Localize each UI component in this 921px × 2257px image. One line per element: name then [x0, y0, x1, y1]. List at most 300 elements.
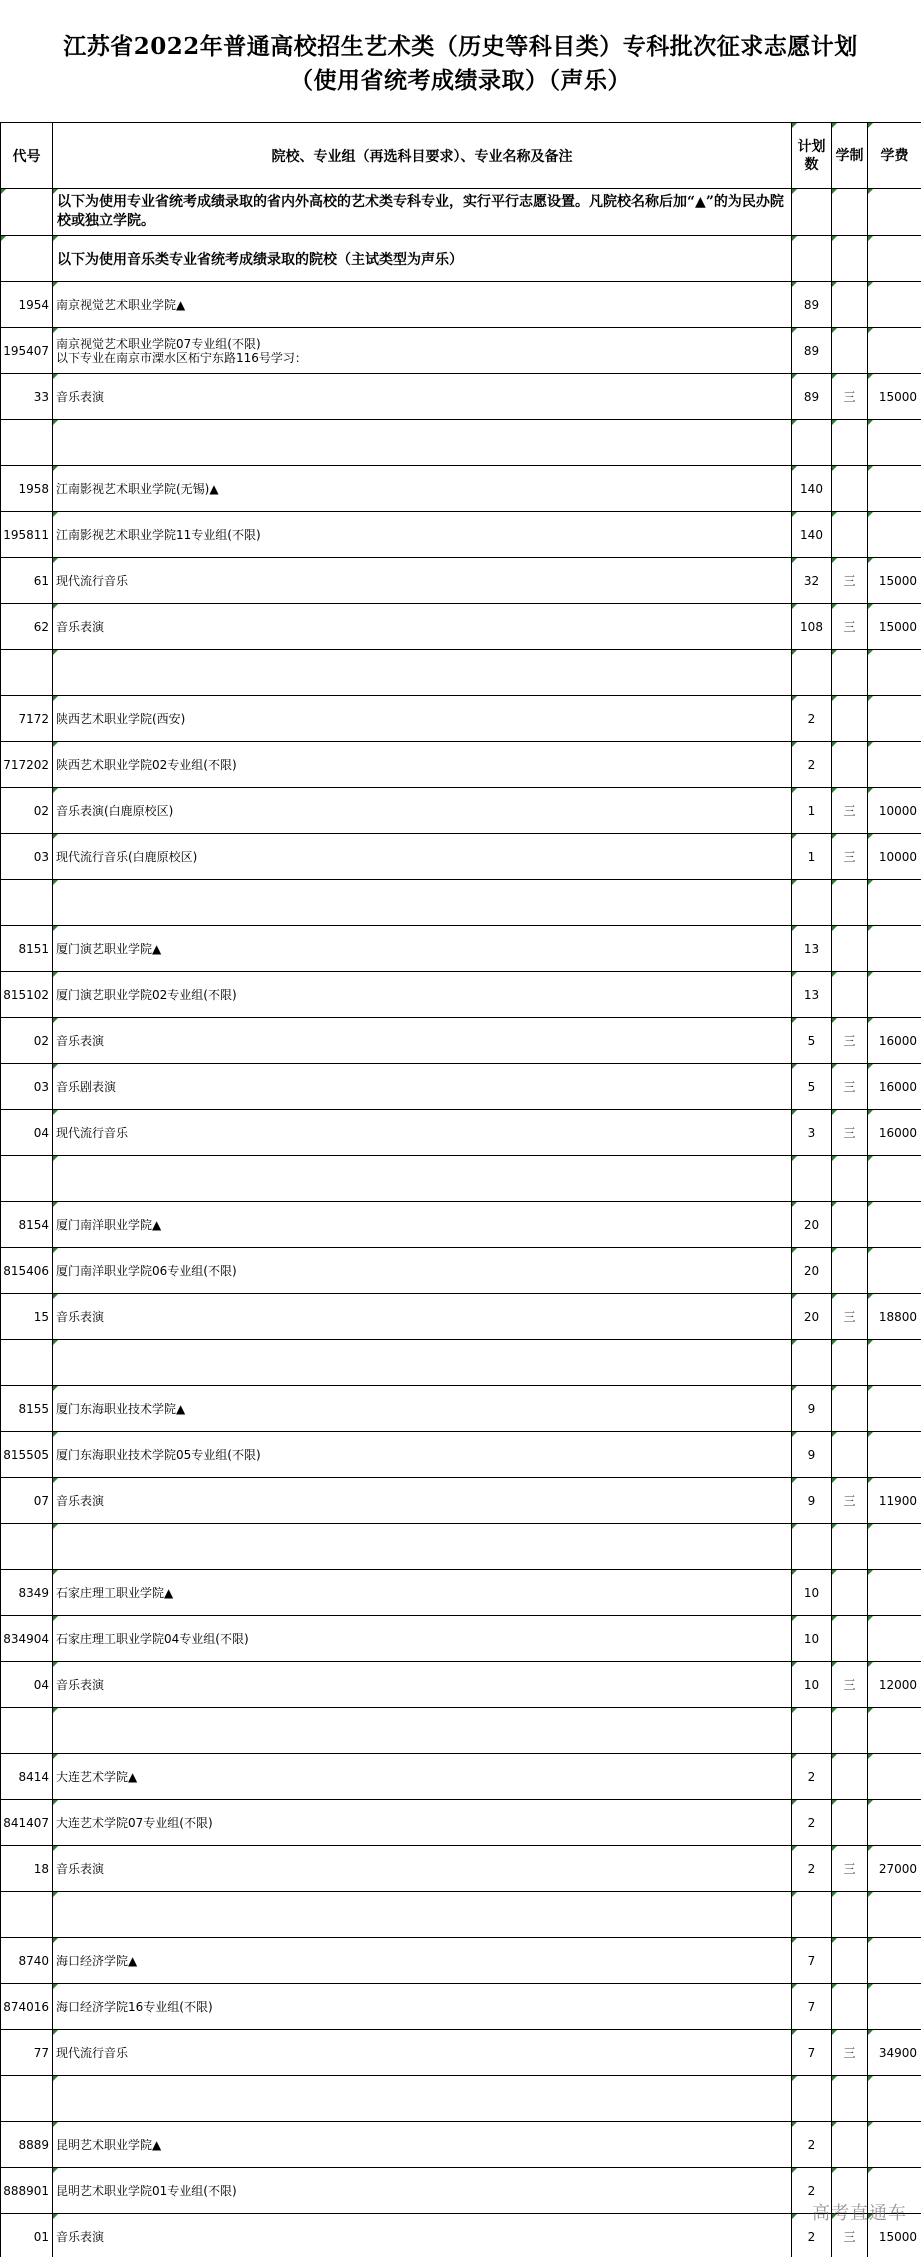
- fee-cell: [868, 1524, 921, 1570]
- name-cell: [53, 328, 792, 374]
- notice-code-cell: [1, 189, 53, 236]
- table-row: [1, 1754, 921, 1800]
- duration-cell: [832, 1616, 868, 1662]
- duration-cell: 三: [832, 558, 868, 604]
- name-text: 音乐表演: [56, 1861, 105, 1876]
- table-row: [1, 466, 921, 512]
- name-cell: [53, 1662, 792, 1708]
- plan-cell: 20: [792, 1202, 832, 1248]
- plan-cell: 2: [792, 696, 832, 742]
- duration-cell: 三: [832, 604, 868, 650]
- table-row: [1, 1662, 921, 1708]
- name-text: 厦门东海职业技术学院05专业组(不限): [56, 1447, 261, 1462]
- name-text: 南京视觉艺术职业学院07专业组(不限): [56, 336, 261, 351]
- fee-cell: 11900: [868, 1478, 921, 1524]
- table-row: [1, 880, 921, 926]
- table-row: [1, 604, 921, 650]
- notice-text: 以下为使用专业省统考成绩录取的省内外高校的艺术类专科专业，实行平行志愿设置。凡院校名称后加“▲”的为民办院校或独立学院。: [53, 189, 792, 236]
- plan-cell: 9: [792, 1478, 832, 1524]
- table-row: [1, 1892, 921, 1938]
- title-block: [0, 0, 921, 120]
- name-text: 音乐表演: [56, 1309, 105, 1324]
- name-text: 厦门东海职业技术学院▲: [56, 1401, 186, 1416]
- table-row: [1, 1616, 921, 1662]
- name-text: 石家庄理工职业学院▲: [56, 1585, 174, 1600]
- table-row: [1, 2030, 921, 2076]
- name-cell: [53, 742, 792, 788]
- fee-cell: [868, 1570, 921, 1616]
- code-cell: 815102: [1, 972, 53, 1018]
- duration-cell: [832, 926, 868, 972]
- name-cell: [53, 1708, 792, 1754]
- fee-cell: [868, 1386, 921, 1432]
- table-row: [1, 1478, 921, 1524]
- code-cell: [1, 2076, 53, 2122]
- plan-cell: 10: [792, 1616, 832, 1662]
- plan-cell: 1: [792, 834, 832, 880]
- name-cell: [53, 650, 792, 696]
- plan-cell: 10: [792, 1662, 832, 1708]
- name-text: 厦门南洋职业学院▲: [56, 1217, 162, 1232]
- duration-cell: [832, 972, 868, 1018]
- code-cell: 02: [1, 788, 53, 834]
- name-cell: [53, 2168, 792, 2214]
- code-cell: [1, 1340, 53, 1386]
- name-cell: [53, 2122, 792, 2168]
- name-cell: [53, 1202, 792, 1248]
- fee-cell: [868, 972, 921, 1018]
- duration-cell: [832, 742, 868, 788]
- duration-cell: [832, 1248, 868, 1294]
- code-cell: 7172: [1, 696, 53, 742]
- duration-cell: [832, 466, 868, 512]
- fee-cell: 10000: [868, 788, 921, 834]
- page-subtitle: （使用省统考成绩录取）（声乐）: [290, 67, 631, 94]
- table-row: [1, 1938, 921, 1984]
- name-cell: [53, 1386, 792, 1432]
- fee-cell: [868, 1248, 921, 1294]
- name-cell: [53, 788, 792, 834]
- plan-cell: 2: [792, 1846, 832, 1892]
- notice-plan-cell: [792, 189, 832, 236]
- table-row: [1, 1432, 921, 1478]
- header-row: [1, 123, 921, 189]
- header-duration: [832, 123, 868, 189]
- duration-cell: [832, 420, 868, 466]
- code-cell: 888901: [1, 2168, 53, 2214]
- code-cell: 07: [1, 1478, 53, 1524]
- code-cell: 04: [1, 1110, 53, 1156]
- plan-cell: 13: [792, 972, 832, 1018]
- plan-cell: 32: [792, 558, 832, 604]
- duration-cell: 三: [832, 1846, 868, 1892]
- fee-cell: [868, 1800, 921, 1846]
- plan-cell: [792, 1708, 832, 1754]
- table-row: [1, 1156, 921, 1202]
- subheading-plan-cell: [792, 236, 832, 282]
- duration-cell: 三: [832, 1294, 868, 1340]
- code-cell: 834904: [1, 1616, 53, 1662]
- plan-cell: [792, 880, 832, 926]
- header-plan-text: 计划数: [797, 138, 826, 173]
- duration-cell: [832, 1708, 868, 1754]
- code-cell: 62: [1, 604, 53, 650]
- table-row: [1, 2076, 921, 2122]
- plan-cell: 1: [792, 788, 832, 834]
- fee-cell: 18800: [868, 1294, 921, 1340]
- name-cell: [53, 1524, 792, 1570]
- table-row: [1, 1110, 921, 1156]
- name-text: 音乐表演: [56, 1033, 105, 1048]
- fee-cell: 15000: [868, 374, 921, 420]
- plan-cell: 9: [792, 1432, 832, 1478]
- duration-cell: [832, 282, 868, 328]
- plan-cell: 20: [792, 1294, 832, 1340]
- table-row: [1, 420, 921, 466]
- subheading-code-cell: [1, 236, 53, 282]
- subheading-fee-cell: [868, 236, 921, 282]
- duration-cell: [832, 1570, 868, 1616]
- code-cell: [1, 420, 53, 466]
- table-row: [1, 1524, 921, 1570]
- name-cell: [53, 1616, 792, 1662]
- table-row: [1, 2168, 921, 2214]
- name-cell: [53, 420, 792, 466]
- plan-cell: 10: [792, 1570, 832, 1616]
- fee-cell: [868, 926, 921, 972]
- name-cell: [53, 926, 792, 972]
- duration-cell: [832, 328, 868, 374]
- name-text: 现代流行音乐: [56, 1125, 129, 1140]
- name-cell: [53, 1478, 792, 1524]
- fee-cell: 16000: [868, 1018, 921, 1064]
- fee-cell: [868, 1202, 921, 1248]
- duration-cell: 三: [832, 2214, 868, 2257]
- duration-cell: [832, 2122, 868, 2168]
- duration-cell: [832, 1984, 868, 2030]
- name-cell: [53, 1800, 792, 1846]
- name-text: 音乐表演: [56, 1677, 105, 1692]
- plan-cell: 2: [792, 1754, 832, 1800]
- name-text: 南京视觉艺术职业学院▲: [56, 297, 186, 312]
- duration-cell: 三: [832, 2030, 868, 2076]
- fee-cell: 10000: [868, 834, 921, 880]
- duration-cell: 三: [832, 834, 868, 880]
- name-cell: [53, 2214, 792, 2257]
- duration-cell: [832, 1432, 868, 1478]
- code-cell: 61: [1, 558, 53, 604]
- name-text: 昆明艺术职业学院▲: [56, 2137, 162, 2152]
- table-row: [1, 328, 921, 374]
- code-cell: 815406: [1, 1248, 53, 1294]
- name-text: 厦门南洋职业学院06专业组(不限): [56, 1263, 237, 1278]
- table-row: [1, 1340, 921, 1386]
- code-cell: 18: [1, 1846, 53, 1892]
- name-cell: [53, 558, 792, 604]
- code-cell: 1954: [1, 282, 53, 328]
- code-cell: [1, 1156, 53, 1202]
- fee-cell: 16000: [868, 1110, 921, 1156]
- duration-cell: [832, 2076, 868, 2122]
- duration-cell: [832, 1524, 868, 1570]
- name-cell: [53, 466, 792, 512]
- table-row: [1, 650, 921, 696]
- code-cell: [1, 1892, 53, 1938]
- table-row: [1, 1248, 921, 1294]
- table-row: [1, 2214, 921, 2257]
- name-cell: [53, 1294, 792, 1340]
- code-cell: 15: [1, 1294, 53, 1340]
- code-cell: 8740: [1, 1938, 53, 1984]
- plan-cell: 89: [792, 374, 832, 420]
- admission-plan-table: [0, 122, 921, 2257]
- plan-cell: 5: [792, 1064, 832, 1110]
- table-row: [1, 282, 921, 328]
- plan-cell: 9: [792, 1386, 832, 1432]
- name-text: 音乐表演: [56, 2229, 105, 2244]
- duration-cell: [832, 1892, 868, 1938]
- duration-cell: [832, 1938, 868, 1984]
- fee-cell: [868, 650, 921, 696]
- header-duration-text: 学制: [835, 147, 864, 164]
- code-cell: 195811: [1, 512, 53, 558]
- code-cell: 04: [1, 1662, 53, 1708]
- subheading-text: 以下为使用音乐类专业省统考成绩录取的院校（主试类型为声乐）: [53, 236, 792, 282]
- duration-cell: 三: [832, 1018, 868, 1064]
- plan-cell: 89: [792, 328, 832, 374]
- fee-cell: [868, 1616, 921, 1662]
- duration-cell: [832, 1386, 868, 1432]
- duration-cell: 三: [832, 374, 868, 420]
- plan-cell: 7: [792, 2030, 832, 2076]
- header-fee-text: 学费: [880, 147, 909, 164]
- fee-cell: 27000: [868, 1846, 921, 1892]
- name-text: 石家庄理工职业学院04专业组(不限): [56, 1631, 249, 1646]
- notice-dur-cell: [832, 189, 868, 236]
- table-row: [1, 558, 921, 604]
- duration-cell: 三: [832, 788, 868, 834]
- name-text: 现代流行音乐: [56, 2045, 129, 2060]
- fee-cell: [868, 1432, 921, 1478]
- notice-fee-cell: [868, 189, 921, 236]
- plan-cell: 2: [792, 742, 832, 788]
- fee-cell: [868, 2076, 921, 2122]
- name-text: 厦门演艺职业学院▲: [56, 941, 162, 956]
- plan-cell: [792, 1524, 832, 1570]
- table-row: [1, 1570, 921, 1616]
- name-text: 大连艺术学院▲: [56, 1769, 138, 1784]
- fee-cell: [868, 1156, 921, 1202]
- header-fee: [868, 123, 921, 189]
- fee-cell: [868, 1708, 921, 1754]
- fee-cell: 12000: [868, 1662, 921, 1708]
- duration-cell: [832, 880, 868, 926]
- name-text: 厦门演艺职业学院02专业组(不限): [56, 987, 237, 1002]
- name-text: 音乐剧表演: [56, 1079, 117, 1094]
- code-cell: 8414: [1, 1754, 53, 1800]
- name-text: 江南影视艺术职业学院11专业组(不限): [56, 527, 261, 542]
- fee-cell: [868, 2122, 921, 2168]
- duration-cell: 三: [832, 1478, 868, 1524]
- duration-cell: [832, 1202, 868, 1248]
- name-text: 现代流行音乐(白鹿原校区): [56, 849, 198, 864]
- name-text: 海口经济学院▲: [56, 1953, 138, 1968]
- fee-cell: 15000: [868, 604, 921, 650]
- duration-cell: [832, 1800, 868, 1846]
- plan-cell: 108: [792, 604, 832, 650]
- header-name: 院校、专业组（再选科目要求）、专业名称及备注: [53, 123, 792, 189]
- table-row: [1, 1708, 921, 1754]
- notice-row: [1, 189, 921, 236]
- fee-cell: [868, 512, 921, 558]
- table-row: [1, 1294, 921, 1340]
- fee-cell: [868, 1340, 921, 1386]
- name-cell: [53, 1570, 792, 1616]
- name-cell: [53, 374, 792, 420]
- duration-cell: 三: [832, 1662, 868, 1708]
- plan-cell: 7: [792, 1984, 832, 2030]
- table-row: [1, 696, 921, 742]
- subheading-dur-cell: [832, 236, 868, 282]
- fee-cell: [868, 742, 921, 788]
- name-text: 音乐表演(白鹿原校区): [56, 803, 174, 818]
- header-code: 代号: [1, 123, 53, 189]
- name-cell: [53, 512, 792, 558]
- code-cell: 01: [1, 2214, 53, 2257]
- fee-cell: 15000: [868, 558, 921, 604]
- code-cell: 1958: [1, 466, 53, 512]
- duration-cell: [832, 696, 868, 742]
- plan-cell: 2: [792, 1800, 832, 1846]
- table-row: [1, 788, 921, 834]
- plan-cell: 3: [792, 1110, 832, 1156]
- plan-cell: 5: [792, 1018, 832, 1064]
- table-row: [1, 1846, 921, 1892]
- code-cell: 8154: [1, 1202, 53, 1248]
- fee-cell: 34900: [868, 2030, 921, 2076]
- plan-cell: 140: [792, 512, 832, 558]
- plan-cell: 7: [792, 1938, 832, 1984]
- name-cell: [53, 1156, 792, 1202]
- name-cell: [53, 2030, 792, 2076]
- table-row: [1, 972, 921, 1018]
- code-cell: [1, 1708, 53, 1754]
- plan-cell: 2: [792, 2168, 832, 2214]
- name-cell: [53, 2076, 792, 2122]
- code-cell: [1, 880, 53, 926]
- table-row: [1, 834, 921, 880]
- name-cell: [53, 696, 792, 742]
- plan-cell: 2: [792, 2122, 832, 2168]
- name-text: 陕西艺术职业学院02专业组(不限): [56, 757, 237, 772]
- table-row: [1, 1984, 921, 2030]
- fee-cell: [868, 1754, 921, 1800]
- name-cell: [53, 1938, 792, 1984]
- fee-cell: [868, 420, 921, 466]
- plan-cell: [792, 650, 832, 696]
- table-row: [1, 1202, 921, 1248]
- name-text: 现代流行音乐: [56, 573, 129, 588]
- name-cell: [53, 1846, 792, 1892]
- name-cell: [53, 604, 792, 650]
- plan-cell: [792, 1156, 832, 1202]
- name-cell: [53, 1432, 792, 1478]
- fee-cell: [868, 1938, 921, 1984]
- name-text: 音乐表演: [56, 1493, 105, 1508]
- name-text: 大连艺术学院07专业组(不限): [56, 1815, 213, 1830]
- name-cell: [53, 1892, 792, 1938]
- code-cell: 195407: [1, 328, 53, 374]
- table-row: [1, 2122, 921, 2168]
- code-cell: 717202: [1, 742, 53, 788]
- code-cell: 77: [1, 2030, 53, 2076]
- duration-cell: [832, 1156, 868, 1202]
- name-cell: [53, 1754, 792, 1800]
- name-cell: [53, 880, 792, 926]
- duration-cell: [832, 1340, 868, 1386]
- name-cell: [53, 1248, 792, 1294]
- plan-cell: [792, 1892, 832, 1938]
- duration-cell: [832, 512, 868, 558]
- fee-cell: 15000: [868, 2214, 921, 2257]
- table-row: [1, 512, 921, 558]
- name-note: 以下专业在南京市溧水区柘宁东路116号学习：: [56, 350, 307, 365]
- code-cell: 874016: [1, 1984, 53, 2030]
- code-cell: 03: [1, 1064, 53, 1110]
- name-cell: [53, 1110, 792, 1156]
- fee-cell: [868, 328, 921, 374]
- name-cell: [53, 1984, 792, 2030]
- name-cell: [53, 1340, 792, 1386]
- fee-cell: [868, 696, 921, 742]
- table-row: [1, 1386, 921, 1432]
- code-cell: 815505: [1, 1432, 53, 1478]
- fee-cell: [868, 880, 921, 926]
- plan-cell: [792, 420, 832, 466]
- code-cell: 33: [1, 374, 53, 420]
- plan-cell: 140: [792, 466, 832, 512]
- duration-cell: 三: [832, 1064, 868, 1110]
- code-cell: [1, 1524, 53, 1570]
- code-cell: 8349: [1, 1570, 53, 1616]
- table-body: [1, 123, 921, 2257]
- plan-cell: [792, 2076, 832, 2122]
- plan-cell: 20: [792, 1248, 832, 1294]
- code-cell: 8155: [1, 1386, 53, 1432]
- table-row: [1, 926, 921, 972]
- header-plan: [792, 123, 832, 189]
- page-title: 江苏省2022年普通高校招生艺术类（历史等科目类）专科批次征求志愿计划: [63, 33, 858, 60]
- code-cell: [1, 650, 53, 696]
- duration-cell: [832, 650, 868, 696]
- name-cell: [53, 834, 792, 880]
- plan-cell: 13: [792, 926, 832, 972]
- duration-cell: 三: [832, 1110, 868, 1156]
- name-text: 陕西艺术职业学院(西安): [56, 711, 186, 726]
- plan-cell: 2: [792, 2214, 832, 2257]
- subheading-row: [1, 236, 921, 282]
- code-cell: 03: [1, 834, 53, 880]
- name-cell: [53, 1064, 792, 1110]
- name-text: 音乐表演: [56, 389, 105, 404]
- plan-cell: [792, 1340, 832, 1386]
- name-cell: [53, 282, 792, 328]
- plan-cell: 89: [792, 282, 832, 328]
- code-cell: 02: [1, 1018, 53, 1064]
- fee-cell: 16000: [868, 1064, 921, 1110]
- name-text: 昆明艺术职业学院01专业组(不限): [56, 2183, 237, 2198]
- fee-cell: [868, 1984, 921, 2030]
